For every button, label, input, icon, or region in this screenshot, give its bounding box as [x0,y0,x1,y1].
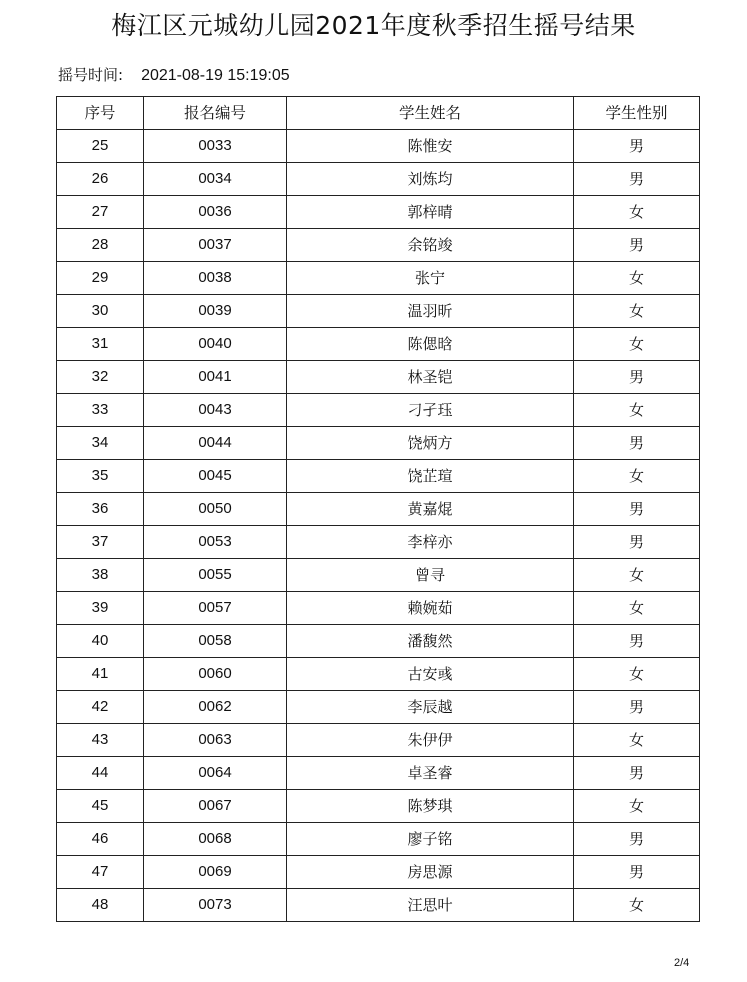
cell-student-gender: 女 [574,460,700,493]
cell-student-gender: 男 [574,823,700,856]
table-row [57,394,700,427]
cell-reg-no: 0040 [144,328,287,361]
table-row [57,592,700,625]
cell-student-gender: 男 [574,130,700,163]
cell-reg-no: 0038 [144,262,287,295]
table-row [57,823,700,856]
cell-student-gender: 女 [574,196,700,229]
cell-student-name: 赖婉茹 [287,592,574,625]
cell-seq: 27 [57,196,144,229]
table-body [57,130,700,922]
cell-reg-no: 0037 [144,229,287,262]
cell-seq: 41 [57,658,144,691]
cell-student-name: 张宁 [287,262,574,295]
draw-time-value: 2021-08-19 15:19:05 [141,67,290,84]
cell-reg-no: 0045 [144,460,287,493]
lottery-results-table [56,96,700,922]
cell-student-gender: 女 [574,328,700,361]
cell-reg-no: 0057 [144,592,287,625]
cell-student-name: 饶芷瑄 [287,460,574,493]
cell-seq: 35 [57,460,144,493]
table-row [57,229,700,262]
cell-student-gender: 男 [574,427,700,460]
cell-student-name: 刘炼均 [287,163,574,196]
table-row [57,856,700,889]
table-row [57,295,700,328]
cell-reg-no: 0050 [144,493,287,526]
cell-reg-no: 0068 [144,823,287,856]
header-student-name: 学生姓名 [287,97,574,130]
cell-reg-no: 0073 [144,889,287,922]
cell-student-gender: 男 [574,526,700,559]
cell-reg-no: 0036 [144,196,287,229]
cell-reg-no: 0043 [144,394,287,427]
table-row [57,658,700,691]
cell-seq: 46 [57,823,144,856]
draw-time-label: 摇号时间: [58,66,124,84]
cell-student-name: 汪思叶 [287,889,574,922]
cell-student-gender: 女 [574,559,700,592]
cell-reg-no: 0041 [144,361,287,394]
cell-student-gender: 女 [574,262,700,295]
cell-seq: 33 [57,394,144,427]
table-row [57,526,700,559]
cell-reg-no: 0055 [144,559,287,592]
cell-seq: 47 [57,856,144,889]
header-seq: 序号 [57,97,144,130]
header-reg-no: 报名编号 [144,97,287,130]
cell-student-gender: 女 [574,658,700,691]
cell-seq: 40 [57,625,144,658]
cell-reg-no: 0064 [144,757,287,790]
cell-student-name: 饶炳方 [287,427,574,460]
cell-reg-no: 0034 [144,163,287,196]
cell-seq: 42 [57,691,144,724]
cell-seq: 32 [57,361,144,394]
cell-student-name: 陈偲晗 [287,328,574,361]
cell-student-gender: 男 [574,163,700,196]
table-row [57,691,700,724]
table-row [57,559,700,592]
table-row [57,196,700,229]
cell-student-name: 陈惟安 [287,130,574,163]
cell-student-gender: 男 [574,493,700,526]
cell-reg-no: 0062 [144,691,287,724]
cell-reg-no: 0039 [144,295,287,328]
cell-student-gender: 女 [574,295,700,328]
cell-seq: 28 [57,229,144,262]
cell-student-gender: 女 [574,592,700,625]
cell-student-gender: 男 [574,856,700,889]
table-row [57,625,700,658]
cell-seq: 26 [57,163,144,196]
cell-student-name: 李梓亦 [287,526,574,559]
cell-student-gender: 女 [574,724,700,757]
cell-reg-no: 0060 [144,658,287,691]
cell-reg-no: 0053 [144,526,287,559]
cell-student-name: 余铭竣 [287,229,574,262]
table-row [57,724,700,757]
cell-student-name: 朱伊伊 [287,724,574,757]
cell-seq: 31 [57,328,144,361]
cell-reg-no: 0033 [144,130,287,163]
table-row [57,757,700,790]
cell-student-name: 黄嘉焜 [287,493,574,526]
cell-student-name: 林圣铠 [287,361,574,394]
cell-seq: 45 [57,790,144,823]
table-row [57,889,700,922]
cell-student-gender: 男 [574,625,700,658]
cell-student-gender: 女 [574,889,700,922]
table-row [57,328,700,361]
cell-student-name: 郭梓晴 [287,196,574,229]
cell-student-gender: 女 [574,790,700,823]
cell-reg-no: 0063 [144,724,287,757]
cell-student-name: 古安彧 [287,658,574,691]
cell-student-name: 潘馥然 [287,625,574,658]
draw-time [58,64,290,87]
cell-student-gender: 男 [574,361,700,394]
cell-student-name: 李辰越 [287,691,574,724]
cell-student-name: 卓圣睿 [287,757,574,790]
cell-student-name: 刁孑珏 [287,394,574,427]
cell-student-name: 廖子铭 [287,823,574,856]
cell-seq: 43 [57,724,144,757]
table-row [57,493,700,526]
table-row [57,163,700,196]
cell-seq: 34 [57,427,144,460]
table-row [57,130,700,163]
cell-student-gender: 男 [574,691,700,724]
table-row [57,262,700,295]
cell-seq: 29 [57,262,144,295]
table-row [57,460,700,493]
cell-seq: 48 [57,889,144,922]
cell-student-name: 房思源 [287,856,574,889]
cell-student-gender: 女 [574,394,700,427]
cell-seq: 39 [57,592,144,625]
cell-seq: 37 [57,526,144,559]
cell-student-name: 曾寻 [287,559,574,592]
table-header-row [57,97,700,130]
cell-student-name: 温羽昕 [287,295,574,328]
cell-student-gender: 男 [574,229,700,262]
cell-seq: 36 [57,493,144,526]
cell-student-gender: 男 [574,757,700,790]
cell-reg-no: 0067 [144,790,287,823]
cell-reg-no: 0069 [144,856,287,889]
table-row [57,361,700,394]
cell-reg-no: 0058 [144,625,287,658]
table-row [57,427,700,460]
cell-reg-no: 0044 [144,427,287,460]
cell-seq: 30 [57,295,144,328]
header-student-gender: 学生性别 [574,97,700,130]
cell-seq: 38 [57,559,144,592]
table-row [57,790,700,823]
page-number: 2/4 [674,957,690,969]
cell-seq: 44 [57,757,144,790]
cell-student-name: 陈梦琪 [287,790,574,823]
document-title: 梅江区元城幼儿园2021年度秋季招生摇号结果 [111,11,636,40]
cell-seq: 25 [57,130,144,163]
